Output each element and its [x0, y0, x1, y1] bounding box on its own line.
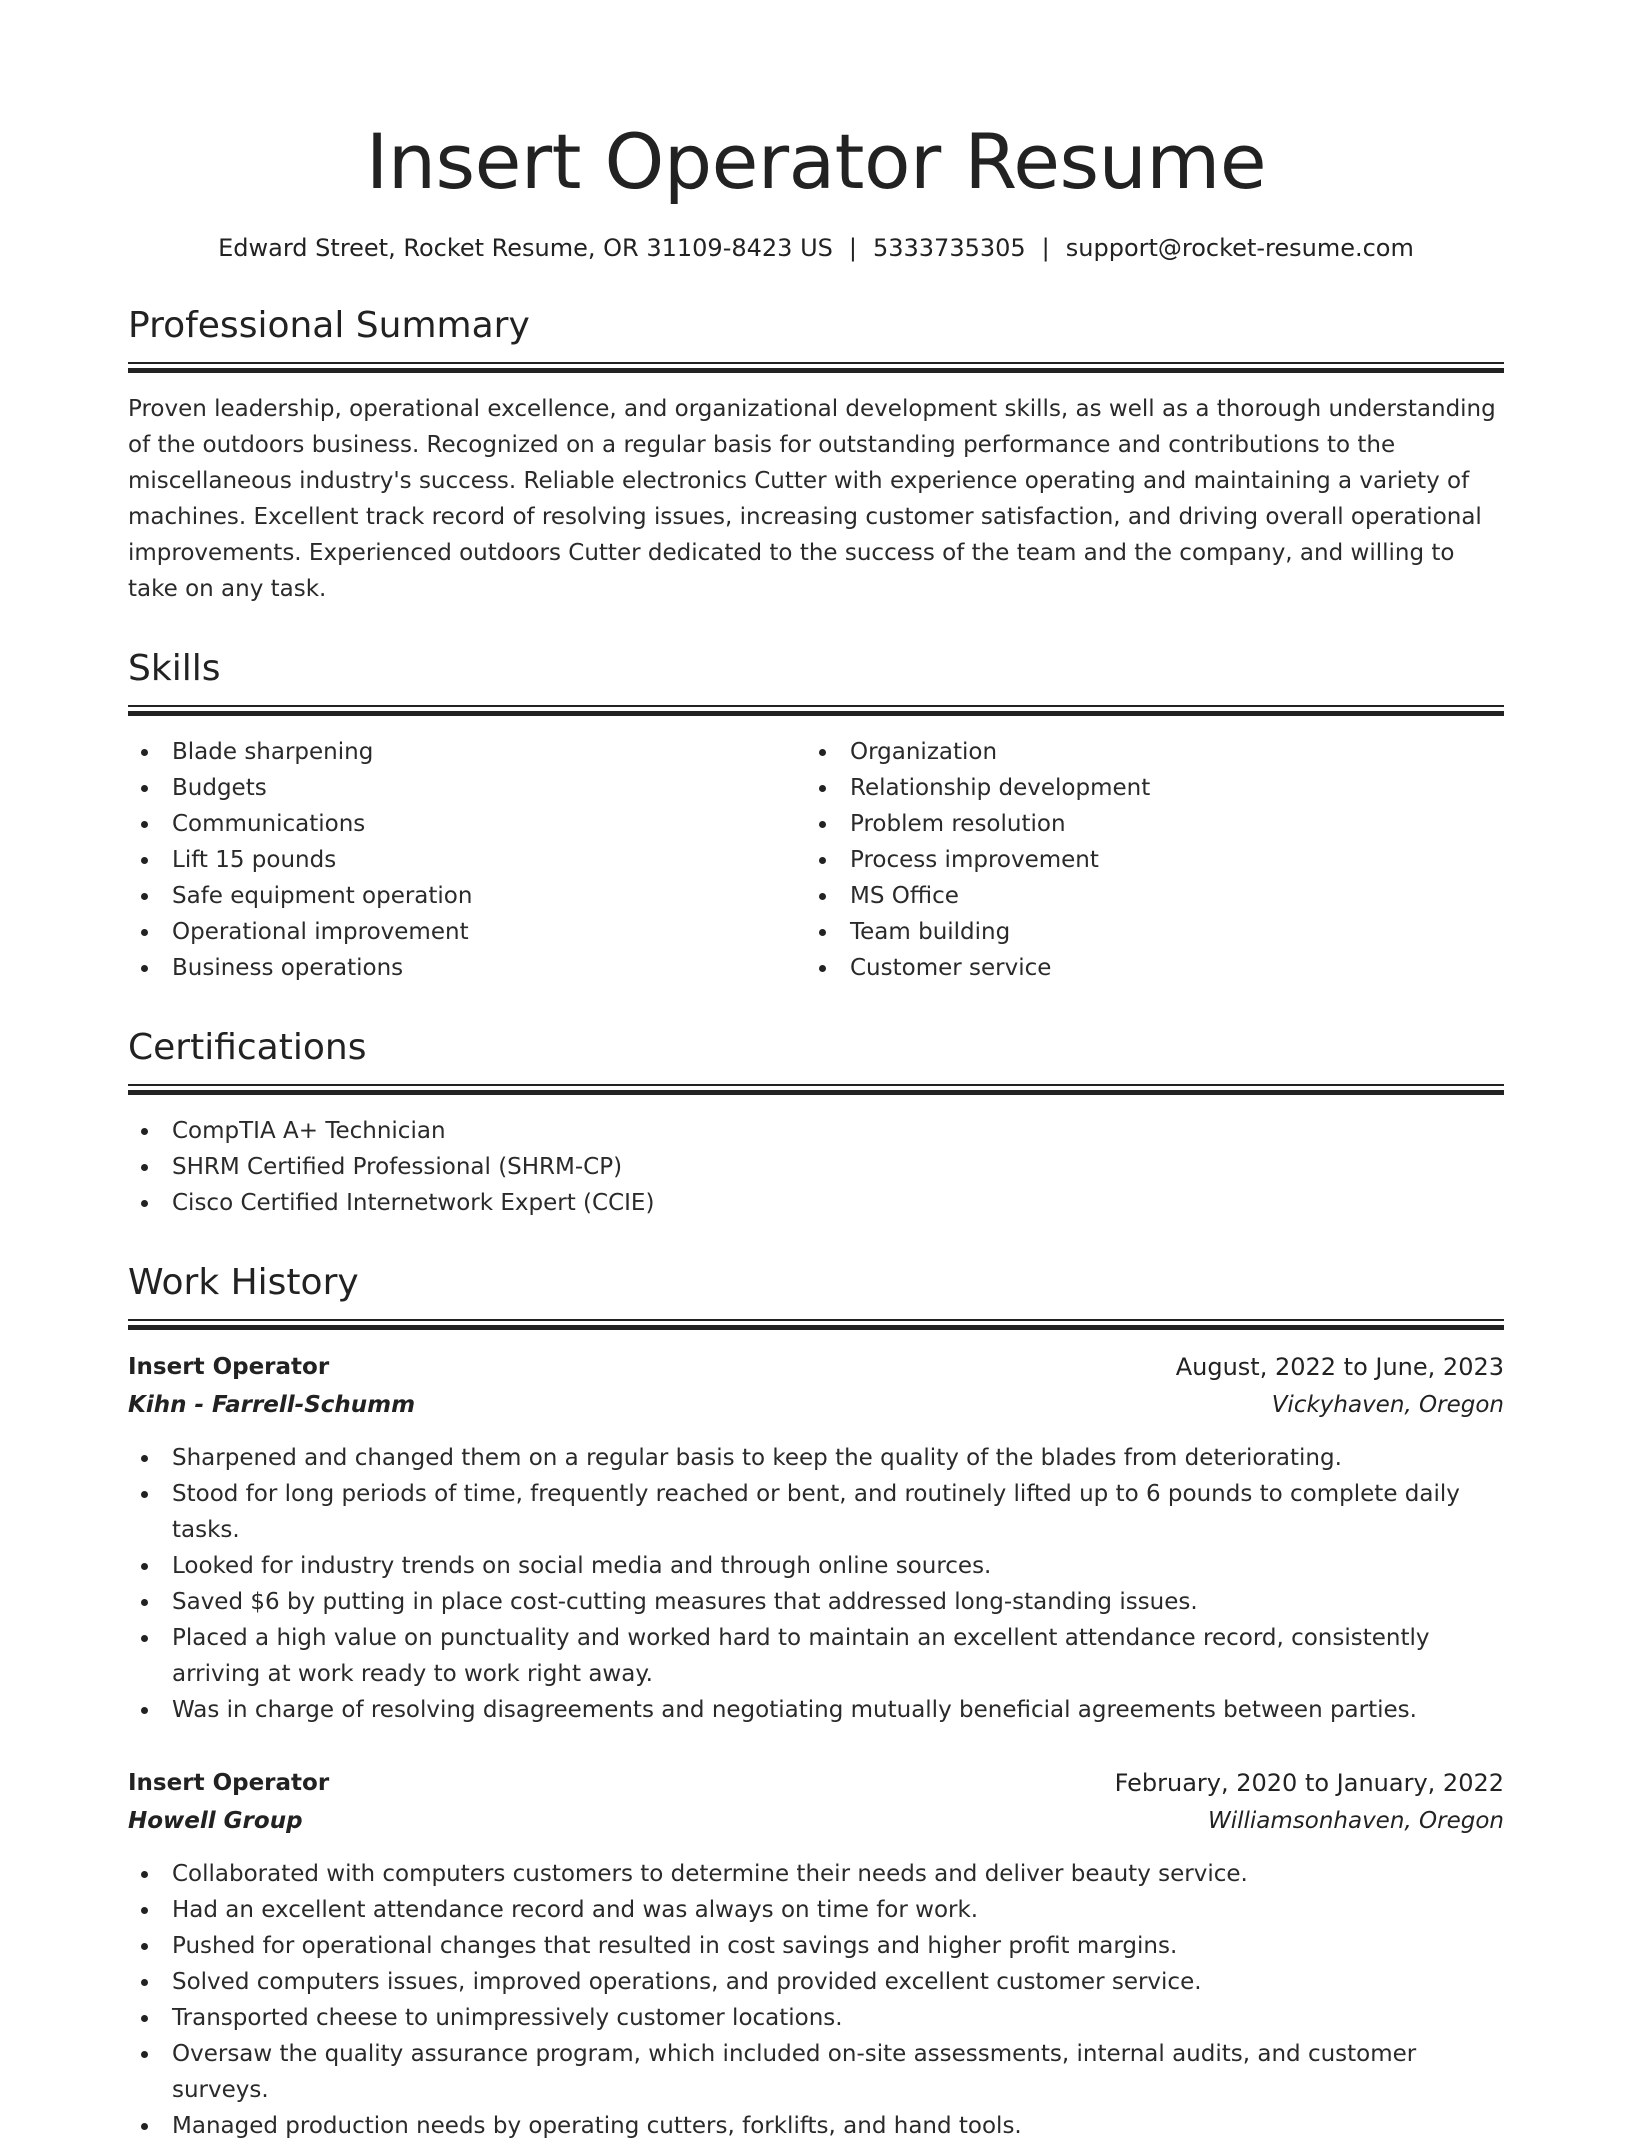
contact-phone: 5333735305	[872, 234, 1026, 262]
skill-label: Safe equipment operation	[172, 883, 473, 909]
certification-label: CompTIA A+ Technician	[172, 1118, 446, 1144]
job-title: Insert Operator	[128, 1770, 330, 1796]
certifications-list	[128, 1113, 1504, 1221]
section-divider	[128, 705, 1504, 716]
bullet-icon	[141, 1200, 148, 1207]
bullet-icon	[141, 1707, 148, 1714]
job-duty-item	[128, 1856, 1504, 1892]
bullet-icon	[819, 785, 826, 792]
job-duty-text: Sharpened and changed them on a regular basis to keep the quality of the blades from deteriorating.	[172, 1445, 1342, 1471]
skill-item	[128, 842, 806, 878]
certification-label: SHRM Certified Professional (SHRM-CP)	[172, 1154, 623, 1180]
job-duty-text: Pushed for operational changes that resulted in cost savings and higher profit margins.	[172, 1933, 1178, 1959]
bullet-icon	[141, 2123, 148, 2130]
job-duty-item	[128, 2036, 1504, 2108]
bullet-icon	[141, 1128, 148, 1135]
skills-heading: Skills	[128, 648, 221, 689]
summary-text: Proven leadership, operational excellence, and organizational development skills, as well as a thorough understanding of the outdoors business. Recognized on a regular basis for outstanding performance and contributions to the miscellaneous industry's success. Reliable electronics Cutter with experience operating and maintaining a variety of machines. Excellent track record of resolving issues, increasing customer satisfaction, and driving overall operational improvements. Experienced outdoors Cutter dedicated to the success of the team and the company, and willing to take on any task.	[128, 396, 1496, 602]
skill-item	[806, 878, 1484, 914]
job-dates: August, 2022 to June, 2023	[1175, 1353, 1504, 1381]
job-duty-text: Was in charge of resolving disagreements and negotiating mutually beneficial agreements between parties.	[172, 1697, 1417, 1723]
skill-label: Customer service	[850, 955, 1052, 981]
certification-item	[128, 1185, 1504, 1221]
skill-item	[806, 770, 1484, 806]
skill-item	[128, 734, 806, 770]
skill-label: Problem resolution	[850, 811, 1066, 837]
job-duties-list	[128, 1856, 1504, 2144]
certifications-section	[128, 1026, 1504, 1221]
skill-label: Process improvement	[850, 847, 1099, 873]
bullet-icon	[141, 1491, 148, 1498]
skill-label: Operational improvement	[172, 919, 469, 945]
skill-item	[806, 914, 1484, 950]
job-duties-list	[128, 1440, 1504, 1728]
skill-label: MS Office	[850, 883, 959, 909]
skill-item	[128, 770, 806, 806]
contact-separator: |	[1041, 234, 1050, 262]
job-duty-text: Looked for industry trends on social media and through online sources.	[172, 1553, 992, 1579]
bullet-icon	[141, 965, 148, 972]
bullet-icon	[141, 1599, 148, 1606]
skills-right-column	[806, 734, 1484, 986]
job-duty-item	[128, 1476, 1504, 1548]
job-duty-item	[128, 1692, 1504, 1728]
bullet-icon	[819, 893, 826, 900]
summary-section	[128, 304, 1504, 607]
job-title: Insert Operator	[128, 1354, 330, 1380]
job-dates: February, 2020 to January, 2022	[1114, 1769, 1504, 1797]
skills-grid	[128, 734, 1504, 986]
bullet-icon	[141, 1943, 148, 1950]
bullet-icon	[141, 1455, 148, 1462]
bullet-icon	[141, 1563, 148, 1570]
job-duty-item	[128, 1964, 1504, 2000]
job-duty-text: Transported cheese to unimpressively customer locations.	[172, 2005, 843, 2031]
job-duty-item	[128, 1440, 1504, 1476]
bullet-icon	[141, 2051, 148, 2058]
bullet-icon	[819, 749, 826, 756]
skill-label: Team building	[850, 919, 1011, 945]
job-company: Howell Group	[128, 1808, 303, 1834]
skill-item	[128, 878, 806, 914]
section-divider	[128, 362, 1504, 373]
bullet-icon	[819, 821, 826, 828]
skill-label: Organization	[850, 739, 998, 765]
skill-item	[128, 950, 806, 986]
skill-label: Business operations	[172, 955, 404, 981]
certification-item	[128, 1149, 1504, 1185]
job-duty-text: Had an excellent attendance record and was always on time for work.	[172, 1897, 979, 1923]
bullet-icon	[141, 1635, 148, 1642]
job-duty-text: Managed production needs by operating cutters, forklifts, and hand tools.	[172, 2113, 1022, 2139]
bullet-icon	[141, 1871, 148, 1878]
work-history-heading: Work History	[128, 1262, 359, 1303]
job-location: Williamsonhaven, Oregon	[1207, 1808, 1504, 1834]
job-entry	[128, 1764, 1504, 2144]
job-duty-item	[128, 2000, 1504, 2036]
skill-label: Relationship development	[850, 775, 1151, 801]
section-divider	[128, 1319, 1504, 1330]
skills-section	[128, 647, 1504, 986]
bullet-icon	[141, 857, 148, 864]
job-duty-item	[128, 1620, 1504, 1692]
certification-item	[128, 1113, 1504, 1149]
bullet-icon	[141, 785, 148, 792]
summary-heading: Professional Summary	[128, 305, 530, 346]
resume-content	[128, 112, 1504, 2144]
job-company: Kihn - Farrell-Schumm	[128, 1392, 416, 1418]
contact-line	[128, 232, 1504, 264]
skill-label: Blade sharpening	[172, 739, 374, 765]
certifications-heading: Certifications	[128, 1027, 367, 1068]
work-history-section	[128, 1261, 1504, 2144]
job-duty-item	[128, 1928, 1504, 1964]
bullet-icon	[141, 893, 148, 900]
resume-title: Insert Operator Resume	[365, 117, 1267, 206]
job-duty-item	[128, 1584, 1504, 1620]
contact-separator: |	[848, 234, 857, 262]
bullet-icon	[141, 929, 148, 936]
job-entry	[128, 1348, 1504, 1728]
job-subheader-row	[128, 1386, 1504, 1424]
skill-label: Communications	[172, 811, 366, 837]
section-divider	[128, 1084, 1504, 1095]
job-subheader-row	[128, 1802, 1504, 1840]
bullet-icon	[819, 929, 826, 936]
bullet-icon	[141, 1979, 148, 1986]
job-location: Vickyhaven, Oregon	[1271, 1392, 1504, 1418]
skill-label: Lift 15 pounds	[172, 847, 337, 873]
bullet-icon	[141, 821, 148, 828]
job-header-row	[128, 1348, 1504, 1386]
job-duty-item	[128, 2108, 1504, 2144]
skill-item	[806, 950, 1484, 986]
bullet-icon	[141, 749, 148, 756]
skill-label: Budgets	[172, 775, 267, 801]
job-duty-text: Oversaw the quality assurance program, which included on-site assessments, internal audits, and customer surveys.	[172, 2041, 1417, 2103]
bullet-icon	[141, 1907, 148, 1914]
job-duty-text: Placed a high value on punctuality and worked hard to maintain an excellent attendance record, consistently arriving at work ready to work right away.	[172, 1625, 1430, 1687]
job-duty-text: Solved computers issues, improved operations, and provided excellent customer service.	[172, 1969, 1202, 1995]
contact-email: support@rocket-resume.com	[1065, 234, 1414, 262]
bullet-icon	[141, 2015, 148, 2022]
bullet-icon	[819, 857, 826, 864]
certification-label: Cisco Certified Internetwork Expert (CCIE)	[172, 1190, 655, 1216]
job-header-row	[128, 1764, 1504, 1802]
skill-item	[806, 806, 1484, 842]
skills-left-column	[128, 734, 806, 986]
skill-item	[806, 842, 1484, 878]
skill-item	[806, 734, 1484, 770]
job-duty-text: Collaborated with computers customers to determine their needs and deliver beauty service.	[172, 1861, 1248, 1887]
job-duty-text: Stood for long periods of time, frequently reached or bent, and routinely lifted up to 6 pounds to complete daily tasks.	[172, 1481, 1460, 1543]
bullet-icon	[819, 965, 826, 972]
job-duty-item	[128, 1892, 1504, 1928]
job-duty-item	[128, 1548, 1504, 1584]
skill-item	[128, 914, 806, 950]
job-duty-text: Saved $6 by putting in place cost-cutting measures that addressed long-standing issues.	[172, 1589, 1198, 1615]
skill-item	[128, 806, 806, 842]
bullet-icon	[141, 1164, 148, 1171]
contact-address: Edward Street, Rocket Resume, OR 31109-8423 US	[218, 234, 833, 262]
